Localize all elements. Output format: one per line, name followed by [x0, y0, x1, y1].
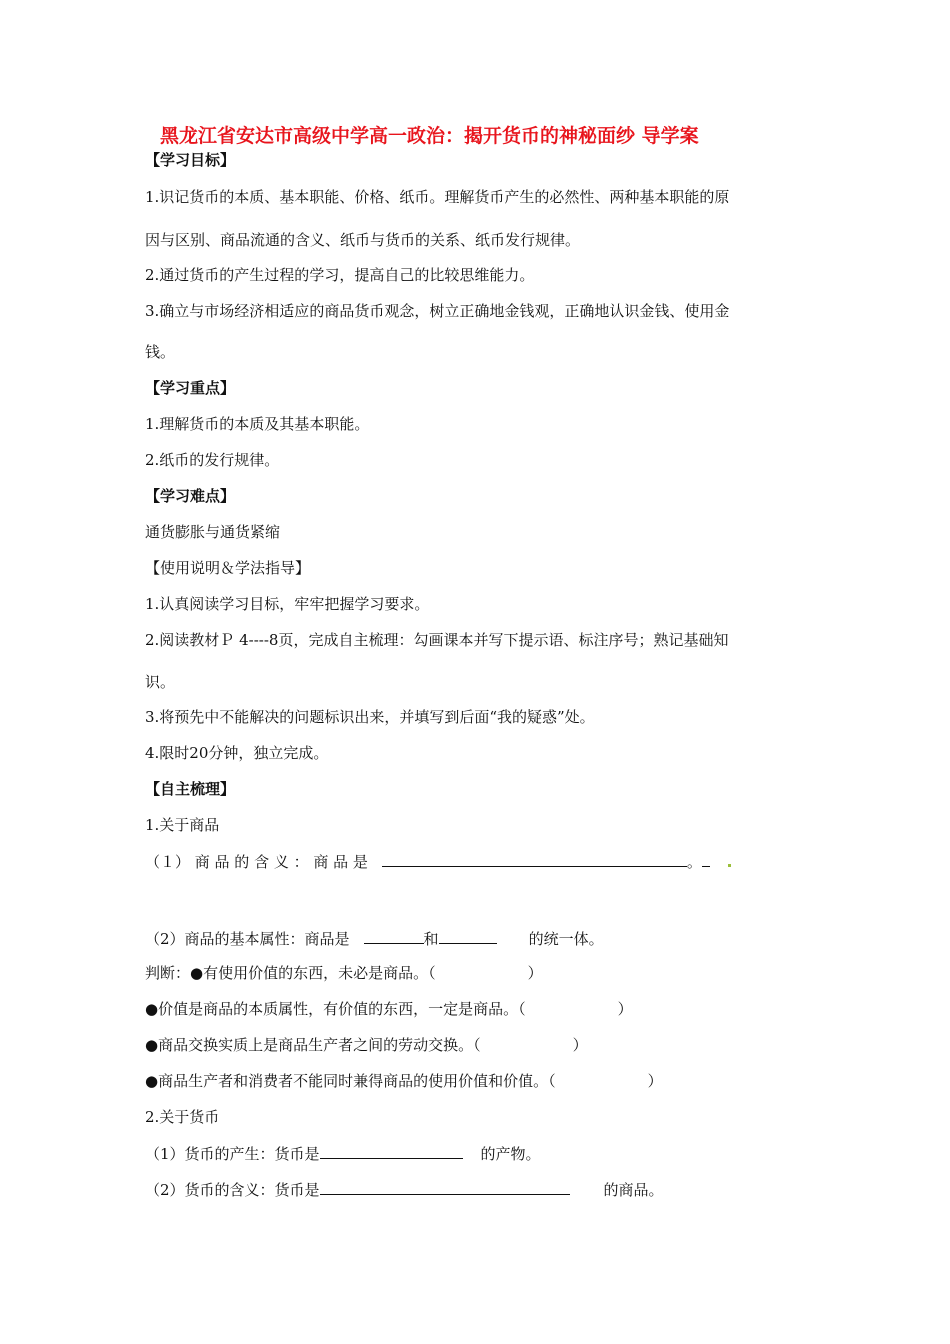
attribute-blank-2[interactable]: [439, 928, 497, 944]
attributes-and: 和: [423, 930, 439, 948]
commodity-definition-suffix: 。: [686, 853, 702, 871]
objective-1-line-1: 1.识记货币的本质、基本职能、价格、纸币。理解货币产生的必然性、两种基本职能的原: [145, 188, 730, 206]
money-definition-blank[interactable]: [320, 1179, 570, 1195]
commodity-definition-prefix: （１） 商 品 的 含 义 ： 商 品 是: [145, 853, 368, 871]
judge-4-text: ●商品生产者和消费者不能同时兼得商品的使用价值和价值。（: [145, 1072, 556, 1090]
money-origin-suffix: 的产物。: [480, 1145, 541, 1163]
difficulty-text: 通货膨胀与通货紧缩: [145, 523, 281, 541]
commodity-definition-blank[interactable]: [382, 851, 687, 867]
objective-3-line-2: 钱。: [145, 343, 176, 361]
judge-label: 判断：: [145, 964, 191, 982]
commodity-definition-tail-underline: [702, 851, 710, 867]
objective-2: 2.通过货币的产生过程的学习，提高自己的比较思维能力。: [145, 266, 535, 284]
guide-item-3: 3.将预先中不能解决的问题标识出来，并填写到后面“我的疑惑”处。: [145, 708, 595, 726]
difficulty-heading: 【学习难点】: [145, 487, 236, 505]
judge-3-text: ●商品交换实质上是商品生产者之间的劳动交换。（: [145, 1036, 481, 1054]
section-commodity-heading: 1.关于商品: [145, 816, 220, 834]
objective-1-line-2: 因与区别、商品流通的含义、纸币与货币的关系、纸币发行规律。: [145, 231, 581, 249]
money-origin-question: [145, 1143, 541, 1164]
commodity-attributes-question: [145, 928, 604, 949]
judge-item-4: [145, 1071, 663, 1091]
guide-item-2-line-1: 2.阅读教材Ｐ 4----8页，完成自主梳理：勾画课本并写下提示语、标注序号；熟记基础知: [145, 631, 729, 649]
judge-1-close: ）: [527, 964, 543, 982]
guide-item-2-line-2: 识。: [145, 673, 176, 691]
guide-heading: 【使用说明＆学法指导】: [145, 559, 311, 577]
objective-3-line-1: 3.确立与市场经济相适应的商品货币观念，树立正确地金钱观，正确地认识金钱、使用金: [145, 302, 730, 320]
judge-3-close: ）: [572, 1036, 588, 1054]
guide-item-4: 4.限时20分钟，独立完成。: [145, 744, 329, 762]
judge-item-1: [145, 963, 543, 983]
money-origin-prefix: （1）货币的产生：货币是: [145, 1145, 320, 1163]
attribute-blank-1[interactable]: [364, 928, 424, 944]
objectives-heading: 【学习目标】: [145, 151, 236, 169]
commodity-definition-question: [145, 851, 731, 872]
section-money-heading: 2.关于货币: [145, 1108, 220, 1126]
green-dot-mark: [728, 864, 731, 867]
key-point-2: 2.纸币的发行规律。: [145, 451, 280, 469]
judge-2-close: ）: [617, 1000, 633, 1018]
judge-4-close: ）: [647, 1072, 663, 1090]
money-origin-blank[interactable]: [320, 1143, 463, 1159]
judge-item-2: [145, 999, 633, 1019]
guide-item-1: 1.认真阅读学习目标，牢牢把握学习要求。: [145, 595, 430, 613]
commodity-attributes-suffix: 的统一体。: [528, 930, 604, 948]
key-point-1: 1.理解货币的本质及其基本职能。: [145, 415, 370, 433]
money-definition-question: [145, 1179, 664, 1200]
judge-2-text: ●价值是商品的本质属性，有价值的东西，一定是商品。（: [145, 1000, 526, 1018]
money-definition-suffix: 的商品。: [603, 1181, 664, 1199]
judge-item-3: [145, 1035, 588, 1055]
money-definition-prefix: （2）货币的含义：货币是: [145, 1181, 320, 1199]
commodity-attributes-prefix: （2）商品的基本属性：商品是: [145, 930, 350, 948]
document-title: 黑龙江省安达市高级中学高一政治：揭开货币的神秘面纱 导学案: [160, 125, 699, 147]
key-points-heading: 【学习重点】: [145, 379, 236, 397]
self-study-heading: 【自主梳理】: [145, 780, 236, 798]
judge-1-text: ●有使用价值的东西，未必是商品。（: [190, 964, 436, 982]
